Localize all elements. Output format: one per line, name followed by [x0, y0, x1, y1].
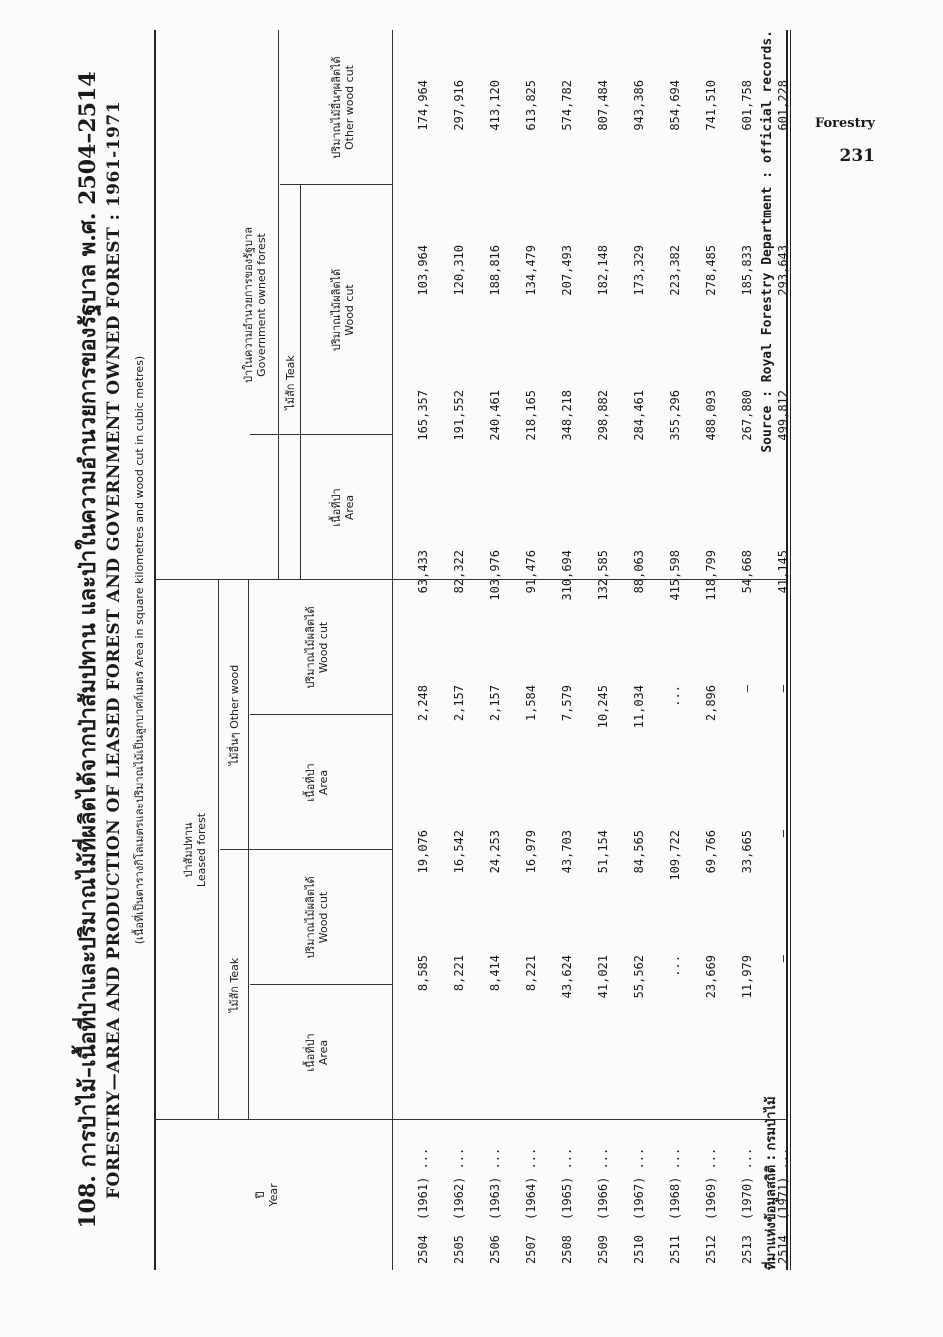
table-cell-gt-area: 298,882: [596, 390, 610, 441]
table-cell-lt-area: 8,585: [416, 955, 430, 992]
table-cell-lt-cut: 33,665: [740, 830, 754, 874]
table-cell-gt-area: 191,552: [452, 390, 466, 441]
table-cell-lo-cut: 118,799: [704, 550, 718, 601]
table-cell-gt-cut: 182,148: [596, 245, 610, 296]
year-ce: (1965) ...: [560, 1147, 574, 1220]
table-cell-lt-cut: 43,703: [560, 830, 574, 874]
year-be: 2504: [416, 1235, 430, 1264]
gt-area-header: เนื้อที่ป่า Area: [330, 488, 356, 527]
table-cell-lt-cut: 16,542: [452, 830, 466, 874]
year-ce: (1969) ...: [704, 1147, 718, 1220]
table-cell-lt-area: 43,624: [560, 955, 574, 999]
table-cell-gt-cut: 185,833: [740, 245, 754, 296]
year-be: 2513: [740, 1235, 754, 1264]
table-cell-lt-cut: 24,253: [488, 830, 502, 874]
rotated-table-page: [70, 30, 850, 1270]
table-cell-lo-area: 1,584: [524, 685, 538, 722]
table-cell-lo-cut: 91,476: [524, 550, 538, 594]
g-other-header: ปริมาณไม้อื่นๆผลิตได้ Other wood cut: [330, 56, 356, 159]
leased-underline: [218, 580, 219, 1120]
source-english: Source : Royal Forestry Department : official records.: [760, 30, 775, 453]
table-cell-gt-cut: 188,816: [488, 245, 502, 296]
year-ce: (1967) ...: [632, 1147, 646, 1220]
table-cell-gt-area: 499,812: [776, 390, 790, 441]
table-cell-lo-cut: 310,694: [560, 550, 574, 601]
gov-teak-header: ไม้สัก Teak: [284, 355, 297, 410]
table-cell-lt-area: 8,221: [524, 955, 538, 992]
table-cell-lt-area: ...: [668, 955, 682, 977]
table-cell-lt-area: 8,221: [452, 955, 466, 992]
sub-underline: [248, 580, 249, 1120]
table-cell-g-other: 601,228: [776, 80, 790, 131]
year-be: 2506: [488, 1235, 502, 1264]
table-cell-g-other: 943,386: [632, 80, 646, 131]
table-top-rule: [154, 30, 156, 1270]
table-cell-lo-area: —: [740, 685, 754, 693]
table-cell-lo-area: 11,034: [632, 685, 646, 729]
table-cell-gt-cut: 103,964: [416, 245, 430, 296]
table-cell-g-other: 413,120: [488, 80, 502, 131]
year-ce: (1963) ...: [488, 1147, 502, 1220]
table-cell-lo-area: 2,896: [704, 685, 718, 722]
table-cell-gt-area: 348,218: [560, 390, 574, 441]
year-be: 2508: [560, 1235, 574, 1264]
table-cell-gt-cut: 223,382: [668, 245, 682, 296]
year-ce: (1964) ...: [524, 1147, 538, 1220]
table-cell-lo-area: —: [776, 685, 790, 693]
table-cell-gt-cut: 134,479: [524, 245, 538, 296]
table-cell-lo-cut: 415,598: [668, 550, 682, 601]
year-be: 2507: [524, 1235, 538, 1264]
year-be: 2514: [776, 1235, 790, 1264]
table-cell-lo-cut: 132,585: [596, 550, 610, 601]
source-thai: ที่มาแห่งข้อมูลสถิติ : กรมป่าไม้: [764, 1096, 779, 1270]
table-cell-lt-cut: 16,979: [524, 830, 538, 874]
table-cell-gt-cut: 207,493: [560, 245, 574, 296]
table-bottom-rule: [786, 30, 788, 1270]
table-cell-gt-area: 284,461: [632, 390, 646, 441]
teak-gov-underline: [300, 185, 301, 580]
table-cell-lo-cut: 88,063: [632, 550, 646, 594]
table-cell-gt-cut: 173,329: [632, 245, 646, 296]
year-ce: (1970) ...: [740, 1147, 754, 1220]
table-cell-lt-cut: 84,565: [632, 830, 646, 874]
table-cell-lt-area: 11,979: [740, 955, 754, 999]
leased-teak-header: ไม้สัก Teak: [228, 957, 241, 1013]
table-cell-lo-cut: 63,433: [416, 550, 430, 594]
table-cell-lt-cut: —: [776, 830, 790, 838]
table-cell-lo-cut: 82,322: [452, 550, 466, 594]
table-cell-g-other: 174,964: [416, 80, 430, 131]
year-be: 2512: [704, 1235, 718, 1264]
table-cell-lt-cut: 51,154: [596, 830, 610, 874]
year-header: ปี Year: [254, 1183, 280, 1207]
table-cell-lt-area: 23,669: [704, 955, 718, 999]
table-cell-lt-cut: 69,766: [704, 830, 718, 874]
year-be: 2511: [668, 1235, 682, 1264]
page-number: 231: [839, 146, 875, 166]
table-cell-gt-cut: 278,485: [704, 245, 718, 296]
table-cell-lo-area: 2,157: [452, 685, 466, 722]
table-cell-lt-area: —: [776, 955, 790, 963]
lt-cut-header: ปริมาณไม้ผลิตได้ Wood cut: [304, 876, 330, 959]
table-cell-lt-area: 55,562: [632, 955, 646, 999]
table-cell-gt-area: 240,461: [488, 390, 502, 441]
header-bottom-rule: [392, 30, 393, 1270]
table-cell-lo-cut: 54,668: [740, 550, 754, 594]
table-cell-lo-area: 2,248: [416, 685, 430, 722]
units-subtitle: (เนื้อที่เป็นตารางกิโลเมตรและปริมาณไม้เป็นลูกบาศก์เมตร Area in square kilometres and wood cut in cubic metres): [133, 355, 146, 945]
lo-area-header: เนื้อที่ป่า Area: [304, 763, 330, 802]
table-cell-g-other: 574,782: [560, 80, 574, 131]
gt-cut-header: ปริมาณไม้ผลิตได้ Wood cut: [330, 268, 356, 352]
table-cell-gt-cut: 293,643: [776, 245, 790, 296]
table-cell-lo-area: 2,157: [488, 685, 502, 722]
year-ce: (1971) ...: [776, 1147, 790, 1220]
table-cell-gt-area: 267,880: [740, 390, 754, 441]
table-cell-lt-cut: 109,722: [668, 830, 682, 881]
year-be: 2510: [632, 1235, 646, 1264]
title-english: FORESTRY—AREA AND PRODUCTION OF LEASED FOREST AND GOVERNMENT OWNED FOREST : 1961-1971: [104, 100, 124, 1200]
table-cell-g-other: 297,916: [452, 80, 466, 131]
table-cell-g-other: 741,510: [704, 80, 718, 131]
lo-cut-header: ปริมาณไม้ผลิตได้ Wood cut: [304, 606, 330, 689]
table-cell-lo-cut: 41,145: [776, 550, 790, 594]
year-ce: (1968) ...: [668, 1147, 682, 1220]
gov-forest-header: ป่าในความอำนวยการของรัฐบาล Government owned forest: [242, 226, 268, 384]
table-bottom-rule-2: [790, 30, 791, 1270]
leased-other-header: ไม้อื่นๆ Other wood: [228, 664, 241, 766]
lt-area-header: เนื้อที่ป่า Area: [304, 1033, 330, 1072]
table-cell-lt-cut: 19,076: [416, 830, 430, 874]
section-header: Forestry: [814, 116, 875, 131]
year-ce: (1961) ...: [416, 1147, 430, 1220]
table-cell-lo-area: 10,245: [596, 685, 610, 729]
col-divider-gt: [250, 434, 392, 435]
table-cell-g-other: 613,825: [524, 80, 538, 131]
table-cell-g-other: 807,484: [596, 80, 610, 131]
year-ce: (1962) ...: [452, 1147, 466, 1220]
gov-underline: [278, 30, 279, 580]
table-cell-lt-area: 41,021: [596, 955, 610, 999]
table-cell-lo-area: 7,579: [560, 685, 574, 722]
table-cell-lo-area: ...: [668, 685, 682, 707]
year-be: 2509: [596, 1235, 610, 1264]
title-thai: 108. การป่าไม้–เนื้อที่ป่าและปริมาณไม้ที่ผลิตได้จากป่าสัมปทาน และป่าในความอำนวยการของรัฐบาล พ.ศ. 2504–2514: [75, 71, 101, 1229]
table-cell-lt-area: 8,414: [488, 955, 502, 992]
table-cell-gt-area: 165,357: [416, 390, 430, 441]
table-cell-gt-cut: 120,310: [452, 245, 466, 296]
table-cell-g-other: 601,758: [740, 80, 754, 131]
leased-forest-header: ป่าสัมปทาน Leased forest: [182, 812, 208, 888]
table-cell-gt-area: 218,165: [524, 390, 538, 441]
table-cell-gt-area: 355,296: [668, 390, 682, 441]
year-ce: (1966) ...: [596, 1147, 610, 1220]
table-cell-lo-cut: 103,976: [488, 550, 502, 601]
table-cell-g-other: 854,694: [668, 80, 682, 131]
year-be: 2505: [452, 1235, 466, 1264]
table-cell-gt-area: 488,093: [704, 390, 718, 441]
